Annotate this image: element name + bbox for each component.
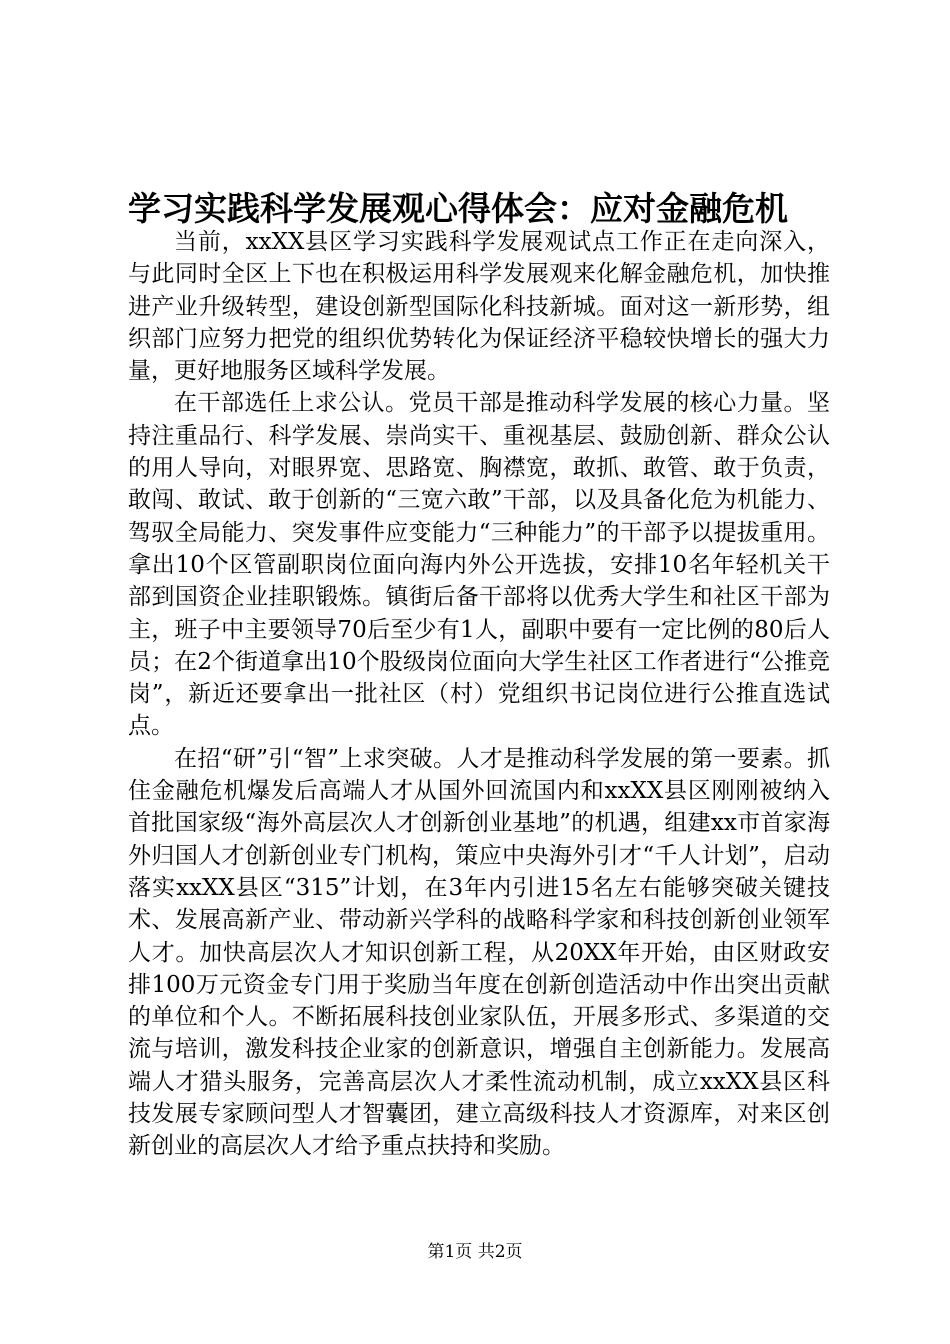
document-title: 学习实践科学发展观心得体会：应对金融危机 <box>128 189 788 228</box>
paragraph-cadre-selection: 在干部选任上求公认。党员干部是推动科学发展的核心力量。坚持注重品行、科学发展、崇尚实干、重视基层、鼓励创新、群众公认的用人导向，对眼界宽、思路宽、胸襟宽，敢抓、敢管、敢于负责，敢闯、敢试、敢于创新的“三宽六敢”干部，以及具备化危为机能力、驾驭全局能力、突发事件应变能力“三种能力”的干部予以提拔重用。拿出10个区管副职岗位面向海内外公开选拔，安排10名年轻机关干部到国资企业挂职锻炼。镇街后备干部将以优秀大学生和社区干部为主，班子中主要领导70后至少有1人，副职中要有一定比例的80后人员；在2个街道拿出10个股级岗位面向大学生社区工作者进行“公推竞岗”，新近还要拿出一批社区（村）党组织书记岗位进行公推直选试点。 <box>128 390 830 740</box>
paragraph-intro: 当前，xxXX县区学习实践科学发展观试点工作正在走向深入，与此同时全区上下也在积极运用科学发展观来化解金融危机，加快推进产业升级转型，建设创新型国际化科技新城。面对这一新形势，组织部门应努力把党的组织优势转化为保证经济平稳较快增长的强大力量，更好地服务区域科学发展。 <box>128 229 830 385</box>
document-body <box>128 226 830 1163</box>
page-footer: 第1页 共2页 <box>427 1242 523 1262</box>
paragraph-talent-recruitment: 在招“研”引“智”上求突破。人才是推动科学发展的第一要素。抓住金融危机爆发后高端人才从国外回流国内和xxXX县区刚刚被纳入首批国家级“海外高层次人才创新创业基地”的机遇，组建xx市首家海外归国人才创新创业专门机构，策应中央海外引才“千人计划”，启动落实xxXX县区“315”计划，在3年内引进15名左右能够突破关键技术、发展高新产业、带动新兴学科的战略科学家和科技创新创业领军人才。加快高层次人才知识创新工程，从20XX年开始，由区财政安排100万元资金专门用于奖励当年度在创新创造活动中作出突出贡献的单位和个人。不断拓展科技创业家队伍，开展多形式、多渠道的交流与培训，激发科技企业家的创新意识，增强自主创新能力。发展高端人才猎头服务，完善高层次人才柔性流动机制，成立xxXX县区科技发展专家顾问型人才智囊团，建立高级科技人才资源库，对来区创新创业的高层次人才给予重点扶持和奖励。 <box>128 745 830 1160</box>
